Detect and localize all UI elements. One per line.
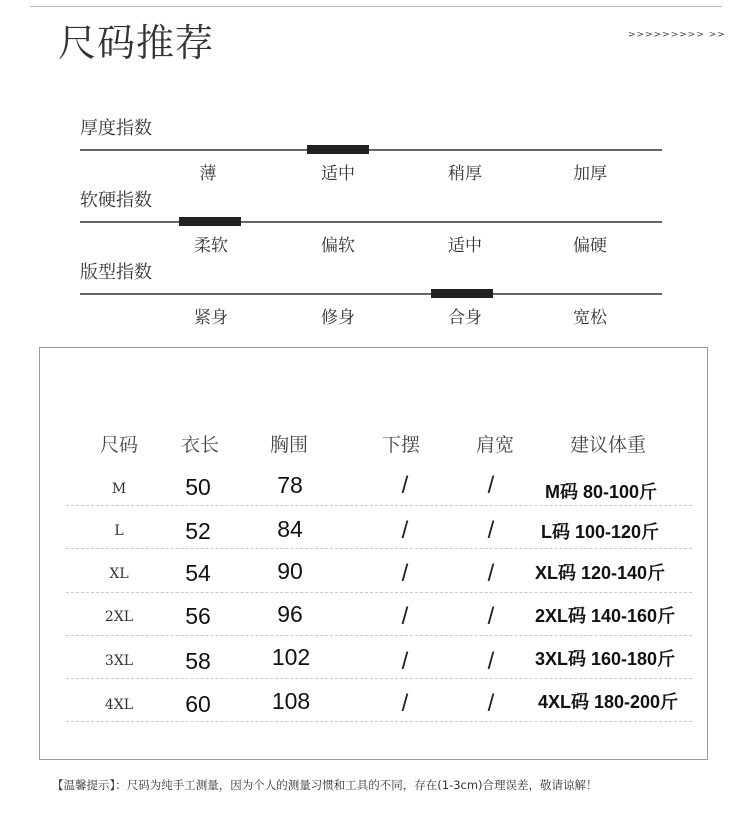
length-cell: 58 — [185, 648, 211, 674]
length-cell: 54 — [185, 560, 211, 586]
index-option: 紧身 — [194, 308, 228, 328]
index-label: 厚度指数 — [80, 118, 152, 139]
index-option: 修身 — [321, 308, 355, 328]
size-cell: L — [114, 523, 124, 539]
length-cell: 56 — [185, 603, 211, 629]
hem-cell: / — [401, 690, 409, 717]
header-size: 尺码 — [99, 434, 138, 456]
row-divider — [66, 505, 692, 506]
chest-cell: 102 — [271, 644, 311, 670]
weight-cell: M码 80-100斤 — [545, 482, 658, 502]
index-option: 合身 — [448, 308, 482, 328]
arrow-decoration: >>>>>>>>> >> — [628, 30, 726, 40]
index-marker — [307, 145, 369, 154]
length-cell: 60 — [185, 691, 211, 717]
size-cell: 3XL — [104, 653, 134, 669]
weight-cell: XL码 120-140斤 — [535, 563, 666, 583]
hem-cell: / — [401, 603, 409, 630]
index-option: 薄 — [199, 164, 217, 184]
index-marker — [179, 217, 241, 226]
shoulder-cell: / — [487, 517, 495, 544]
index-scale-line — [80, 293, 662, 295]
weight-cell: L码 100-120斤 — [541, 522, 660, 542]
header-length: 衣长 — [180, 434, 219, 456]
index-marker — [431, 289, 493, 298]
shoulder-cell: / — [487, 690, 495, 717]
size-cell: 4XL — [104, 697, 134, 713]
header-chest: 胸围 — [269, 434, 308, 456]
chest-cell: 108 — [271, 688, 311, 714]
chest-cell: 84 — [277, 516, 303, 542]
hem-cell: / — [401, 648, 409, 675]
size-cell: 2XL — [104, 609, 134, 625]
header-weight: 建议体重 — [569, 434, 646, 456]
index-option: 柔软 — [194, 236, 228, 256]
hem-cell: / — [401, 560, 409, 587]
index-option: 适中 — [321, 164, 355, 184]
chest-cell: 96 — [277, 601, 303, 627]
shoulder-cell: / — [487, 560, 495, 587]
row-divider — [66, 678, 692, 679]
size-cell: XL — [109, 566, 129, 582]
weight-cell: 3XL码 160-180斤 — [535, 649, 676, 669]
index-option: 稍厚 — [448, 164, 482, 184]
index-label: 版型指数 — [80, 262, 152, 283]
index-option: 偏软 — [321, 236, 355, 256]
length-cell: 50 — [185, 474, 211, 500]
top-divider — [30, 6, 722, 7]
row-divider — [66, 592, 692, 593]
weight-cell: 2XL码 140-160斤 — [535, 606, 676, 626]
chest-cell: 78 — [277, 472, 303, 498]
index-scale-line — [80, 221, 662, 223]
index-label: 软硬指数 — [80, 190, 152, 211]
index-option: 宽松 — [573, 308, 607, 328]
index-scale-line — [80, 149, 662, 151]
shoulder-cell: / — [487, 603, 495, 630]
length-cell: 52 — [185, 518, 211, 544]
shoulder-cell: / — [487, 648, 495, 675]
chest-cell: 90 — [277, 558, 303, 584]
size-cell: M — [111, 481, 127, 497]
index-option: 适中 — [448, 236, 482, 256]
shoulder-cell: / — [487, 472, 495, 499]
hem-cell: / — [401, 472, 409, 499]
row-divider — [66, 548, 692, 549]
index-option: 偏硬 — [573, 236, 607, 256]
row-divider — [66, 721, 692, 722]
page-title: 尺码推荐 — [58, 21, 215, 65]
header-shoulder: 肩宽 — [475, 434, 514, 456]
measurement-tip: 【温馨提示】：尺码为纯手工测量，因为个人的测量习惯和工具的不同，存在(1-3cm)合理误差，敬请谅解！ — [52, 778, 598, 792]
weight-cell: 4XL码 180-200斤 — [538, 692, 679, 712]
index-option: 加厚 — [573, 164, 607, 184]
hem-cell: / — [401, 517, 409, 544]
row-divider — [66, 635, 692, 636]
header-hem: 下摆 — [381, 434, 420, 456]
